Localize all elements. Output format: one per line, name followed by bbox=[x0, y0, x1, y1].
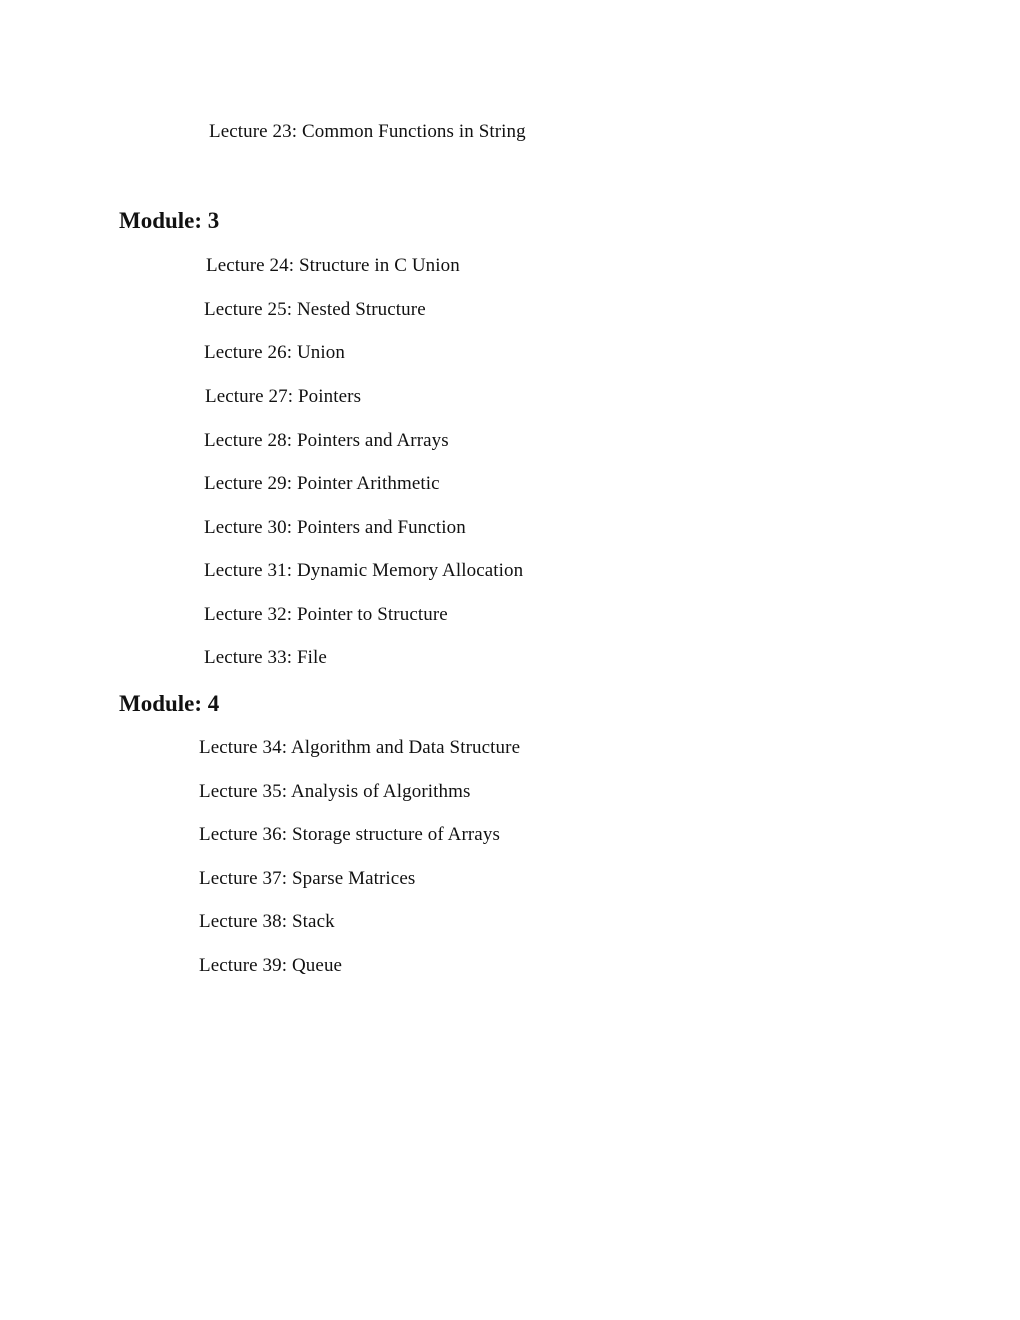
lecture-36: Lecture 36: Storage structure of Arrays bbox=[199, 824, 500, 845]
module-4-heading: Module: 4 bbox=[119, 691, 220, 716]
lecture-34: Lecture 34: Algorithm and Data Structure bbox=[199, 737, 521, 758]
lecture-27: Lecture 27: Pointers bbox=[205, 386, 362, 407]
lecture-38: Lecture 38: Stack bbox=[199, 911, 335, 932]
lecture-35: Lecture 35: Analysis of Algorithms bbox=[199, 781, 471, 802]
lecture-30: Lecture 30: Pointers and Function bbox=[204, 517, 466, 538]
lecture-39: Lecture 39: Queue bbox=[199, 955, 343, 976]
lecture-32: Lecture 32: Pointer to Structure bbox=[204, 604, 448, 625]
lecture-33: Lecture 33: File bbox=[204, 647, 327, 668]
lecture-24: Lecture 24: Structure in C Union bbox=[206, 255, 460, 276]
lecture-28: Lecture 28: Pointers and Arrays bbox=[204, 430, 449, 451]
lecture-37: Lecture 37: Sparse Matrices bbox=[199, 868, 416, 889]
lecture-31: Lecture 31: Dynamic Memory Allocation bbox=[204, 560, 524, 581]
module-3-heading: Module: 3 bbox=[119, 208, 220, 233]
lecture-23: Lecture 23: Common Functions in String bbox=[209, 121, 526, 142]
lecture-26: Lecture 26: Union bbox=[204, 342, 345, 363]
lecture-29: Lecture 29: Pointer Arithmetic bbox=[204, 473, 440, 494]
lecture-25: Lecture 25: Nested Structure bbox=[204, 299, 426, 320]
